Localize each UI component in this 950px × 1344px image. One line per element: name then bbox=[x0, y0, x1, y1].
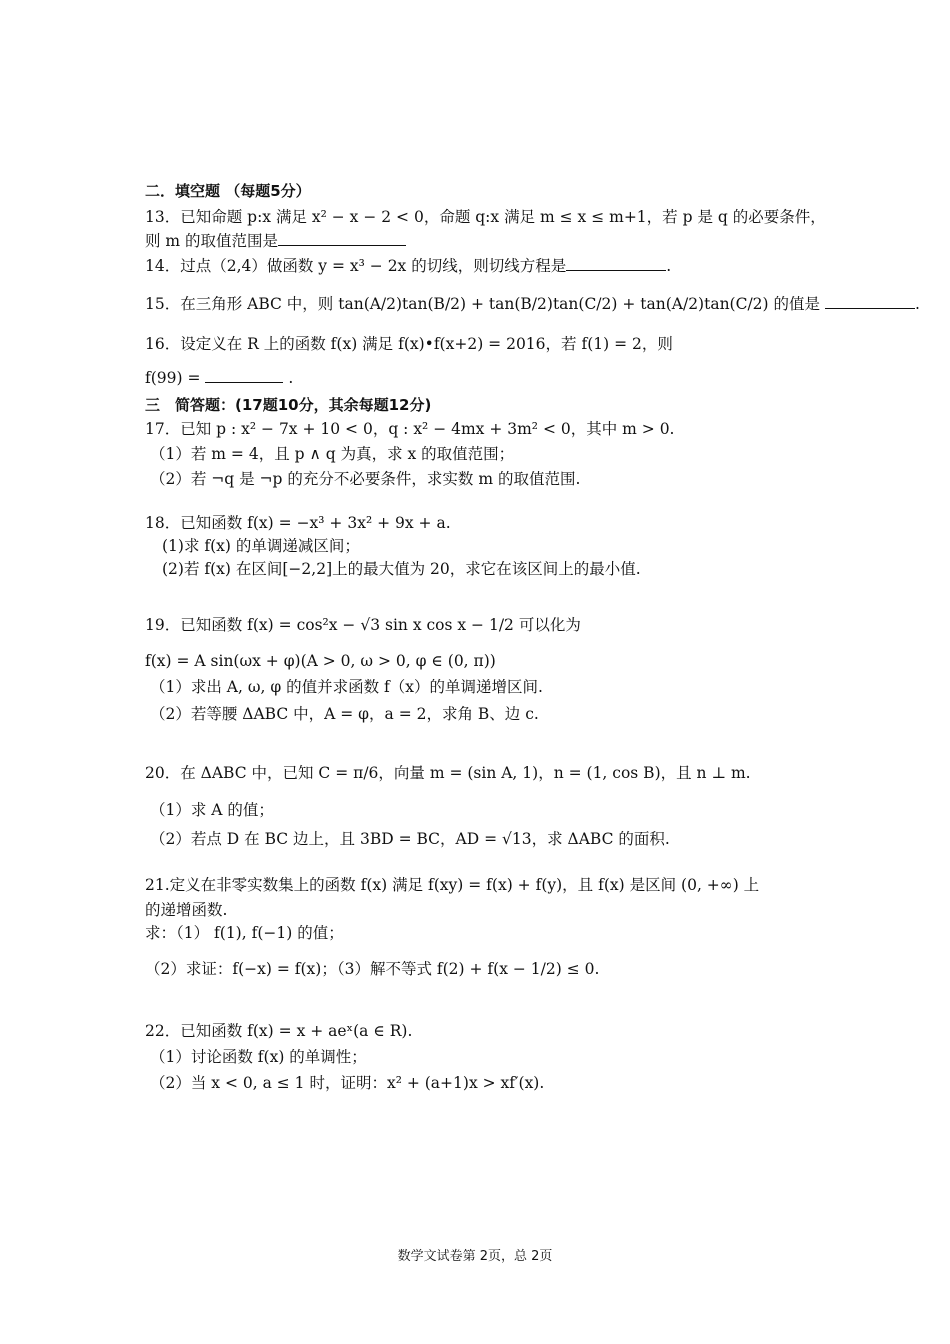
q22-part2: （2）当 x < 0, a ≤ 1 时，证明：x² + (a+1)x > xf′(x). bbox=[150, 1074, 545, 1092]
q17-part2: （2）若 ¬q 是 ¬p 的充分不必要条件，求实数 m 的取值范围. bbox=[150, 470, 581, 488]
q21-part1: 求：（1） f(1), f(−1) 的值； bbox=[145, 924, 344, 942]
q15-text: 15．在三角形 ABC 中，则 tan(A/2)tan(B/2) + tan(B/2)tan(C/2) + tan(A/2)tan(C/2) 的值是 bbox=[145, 295, 821, 313]
q22-part1: （1）讨论函数 f(x) 的单调性； bbox=[150, 1048, 367, 1066]
q15-line: 15．在三角形 ABC 中，则 tan(A/2)tan(B/2) + tan(B/2)tan(C/2) + tan(A/2)tan(C/2) 的值是 . bbox=[145, 292, 920, 315]
q16-line2: f(99) = . bbox=[145, 366, 293, 389]
q18-stem: 18．已知函数 f(x) = −x³ + 3x² + 9x + a. bbox=[145, 514, 451, 532]
q14-line: 14．过点（2,4）做函数 y = x³ − 2x 的切线，则切线方程是 . bbox=[145, 254, 671, 277]
q16-line1: 16．设定义在 R 上的函数 f(x) 满足 f(x)•f(x+2) = 2016，若 f(1) = 2，则 bbox=[145, 335, 673, 353]
q13-line2-text: 则 m 的取值范围是 bbox=[145, 232, 279, 250]
q15-answer-blank bbox=[825, 292, 915, 309]
q20-part2: （2）若点 D 在 BC 边上，且 3BD = BC，AD = √13，求 ΔABC 的面积. bbox=[150, 830, 670, 848]
q14-answer-blank bbox=[566, 254, 666, 271]
q19-stem: 19．已知函数 f(x) = cos²x − √3 sin x cos x − 1/2 可以化为 bbox=[145, 616, 581, 634]
q22-stem: 22．已知函数 f(x) = x + aeˣ(a ∈ R). bbox=[145, 1022, 413, 1040]
q21-line1: 21.定义在非零实数集上的函数 f(x) 满足 f(xy) = f(x) + f(y)，且 f(x) 是区间 (0, +∞) 上 bbox=[145, 876, 760, 894]
q13-answer-blank bbox=[278, 229, 406, 246]
q17-stem: 17．已知 p : x² − 7x + 10 < 0，q : x² − 4mx + 3m² < 0，其中 m > 0. bbox=[145, 420, 675, 438]
q21-line2: 的递增函数. bbox=[145, 901, 228, 919]
q19-form: f(x) = A sin(ωx + φ)(A > 0, ω > 0, φ ∈ (0, π)) bbox=[145, 652, 496, 670]
page-footer: 数学文试卷第 2页，总 2页 bbox=[397, 1249, 553, 1264]
q18-part1: (1)求 f(x) 的单调递减区间； bbox=[162, 537, 360, 555]
q18-part2: (2)若 f(x) 在区间[−2,2]上的最大值为 20，求它在该区间上的最小值. bbox=[162, 560, 641, 578]
q19-part1: （1）求出 A, ω, φ 的值并求函数 f（x）的单调递增区间. bbox=[150, 678, 543, 696]
q13-line1: 13．已知命题 p:x 满足 x² − x − 2 < 0，命题 q:x 满足 m ≤ x ≤ m+1，若 p 是 q 的必要条件， bbox=[145, 208, 826, 226]
section-2-title: 二．填空题 （每题5分） bbox=[145, 182, 311, 200]
section-3-title: 三 简答题：(17题10分，其余每题12分) bbox=[145, 396, 432, 414]
q13-line2 bbox=[145, 229, 406, 252]
q16-answer-blank bbox=[205, 366, 283, 383]
q20-part1: （1）求 A 的值； bbox=[150, 801, 274, 819]
q16-line2-text: f(99) = bbox=[145, 369, 201, 387]
q20-stem: 20．在 ΔABC 中，已知 C = π/6，向量 m = (sin A, 1)，n = (1, cos B)，且 n ⊥ m. bbox=[145, 764, 751, 782]
q14-text: 14．过点（2,4）做函数 y = x³ − 2x 的切线，则切线方程是 bbox=[145, 257, 567, 275]
q21-part2: （2）求证：f(−x) = f(x)；（3）解不等式 f(2) + f(x − 1/2) ≤ 0. bbox=[145, 960, 600, 978]
q17-part1: （1）若 m = 4，且 p ∧ q 为真，求 x 的取值范围； bbox=[150, 445, 515, 463]
q19-part2: （2）若等腰 ΔABC 中，A = φ，a = 2，求角 B、边 c. bbox=[150, 705, 539, 723]
